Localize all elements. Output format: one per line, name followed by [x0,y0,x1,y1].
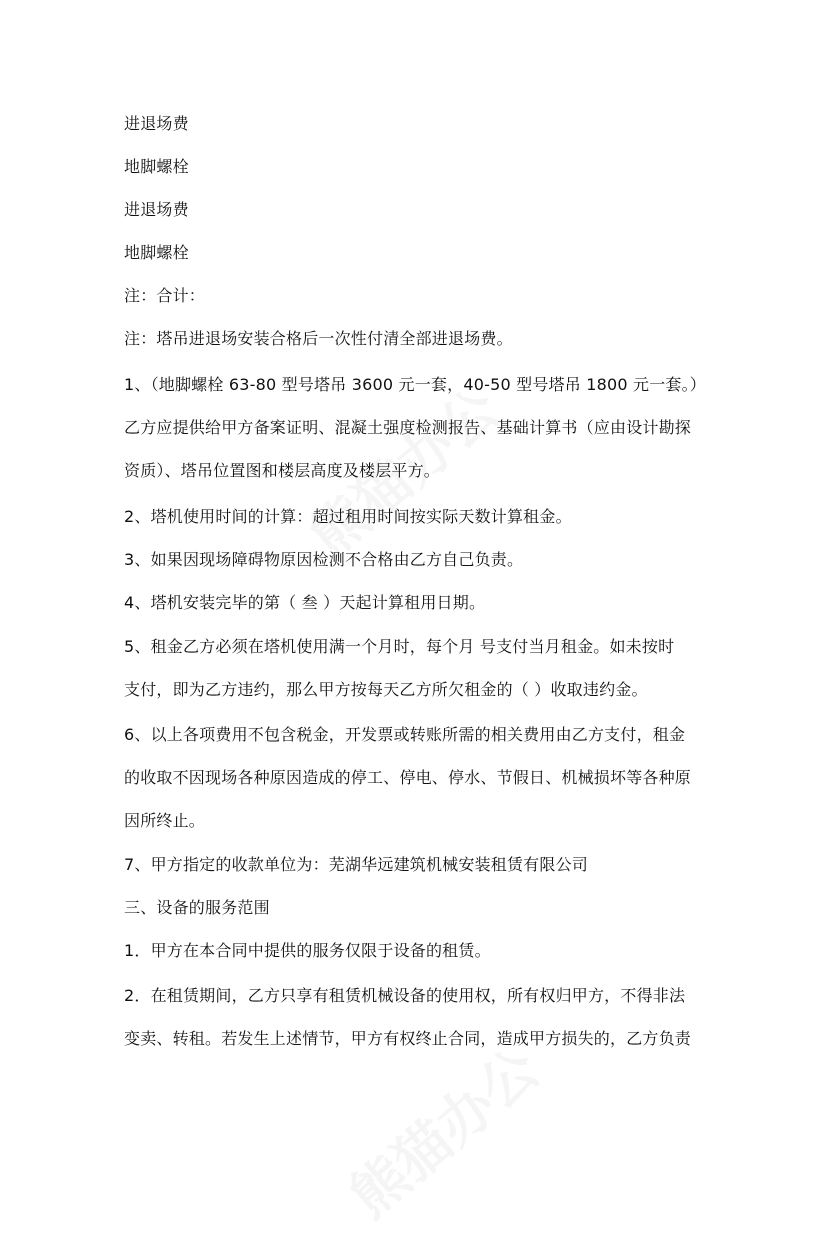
text-line: 注：合计： [124,286,206,305]
text-line: 资质）、塔吊位置图和楼层高度及楼层平方。 [124,461,441,480]
text-line: 1、（地脚螺栓 63-80 型号塔吊 3600 元一套，40-50 型号塔吊 1800 元一套。） [124,375,707,394]
text-line: 地脚螺栓 [124,157,189,176]
text-line: 3、如果因现场障碍物原因检测不合格由乙方自己负责。 [124,550,524,569]
text-line: 因所终止。 [124,811,206,830]
text-line: 变卖、转租。若发生上述情节，甲方有权终止合同，造成甲方损失的，乙方负责 [124,1029,692,1048]
text-line: 6、以上各项费用不包含税金，开发票或转账所需的相关费用由乙方支付，租金 [124,725,686,744]
text-line: 进退场费 [124,200,189,219]
text-line: 5、租金乙方必须在塔机使用满一个月时，每个月 号支付当月租金。如未按时 [124,637,675,656]
text-line: 支付，即为乙方违约，那么甲方按每天乙方所欠租金的（ ）收取违约金。 [124,680,648,699]
text-line: 7、甲方指定的收款单位为：芜湖华远建筑机械安装租赁有限公司 [124,855,588,874]
text-line: 1．甲方在本合同中提供的服务仅限于设备的租赁。 [124,941,491,960]
text-line: 2、塔机使用时间的计算：超过租用时间按实际天数计算租金。 [124,507,572,526]
text-line: 进退场费 [124,114,189,133]
watermark [330,1027,553,1232]
text-line: 注：塔吊进退场安装合格后一次性付清全部进退场费。 [124,329,513,348]
text-line: 的收取不因现场各种原因造成的停工、停电、停水、节假日、机械损坏等各种原 [124,768,692,787]
text-line: 地脚螺栓 [124,243,189,262]
text-line: 乙方应提供给甲方备案证明、混凝土强度检测报告、基础计算书（应由设计勘探 [124,418,692,437]
text-line: 2．在租赁期间，乙方只享有租赁机械设备的使用权，所有权归甲方，不得非法 [124,986,686,1005]
text-line: 三、设备的服务范围 [124,898,270,917]
text-line: 4、塔机安装完毕的第（ 叁 ）天起计算租用日期。 [124,593,486,612]
